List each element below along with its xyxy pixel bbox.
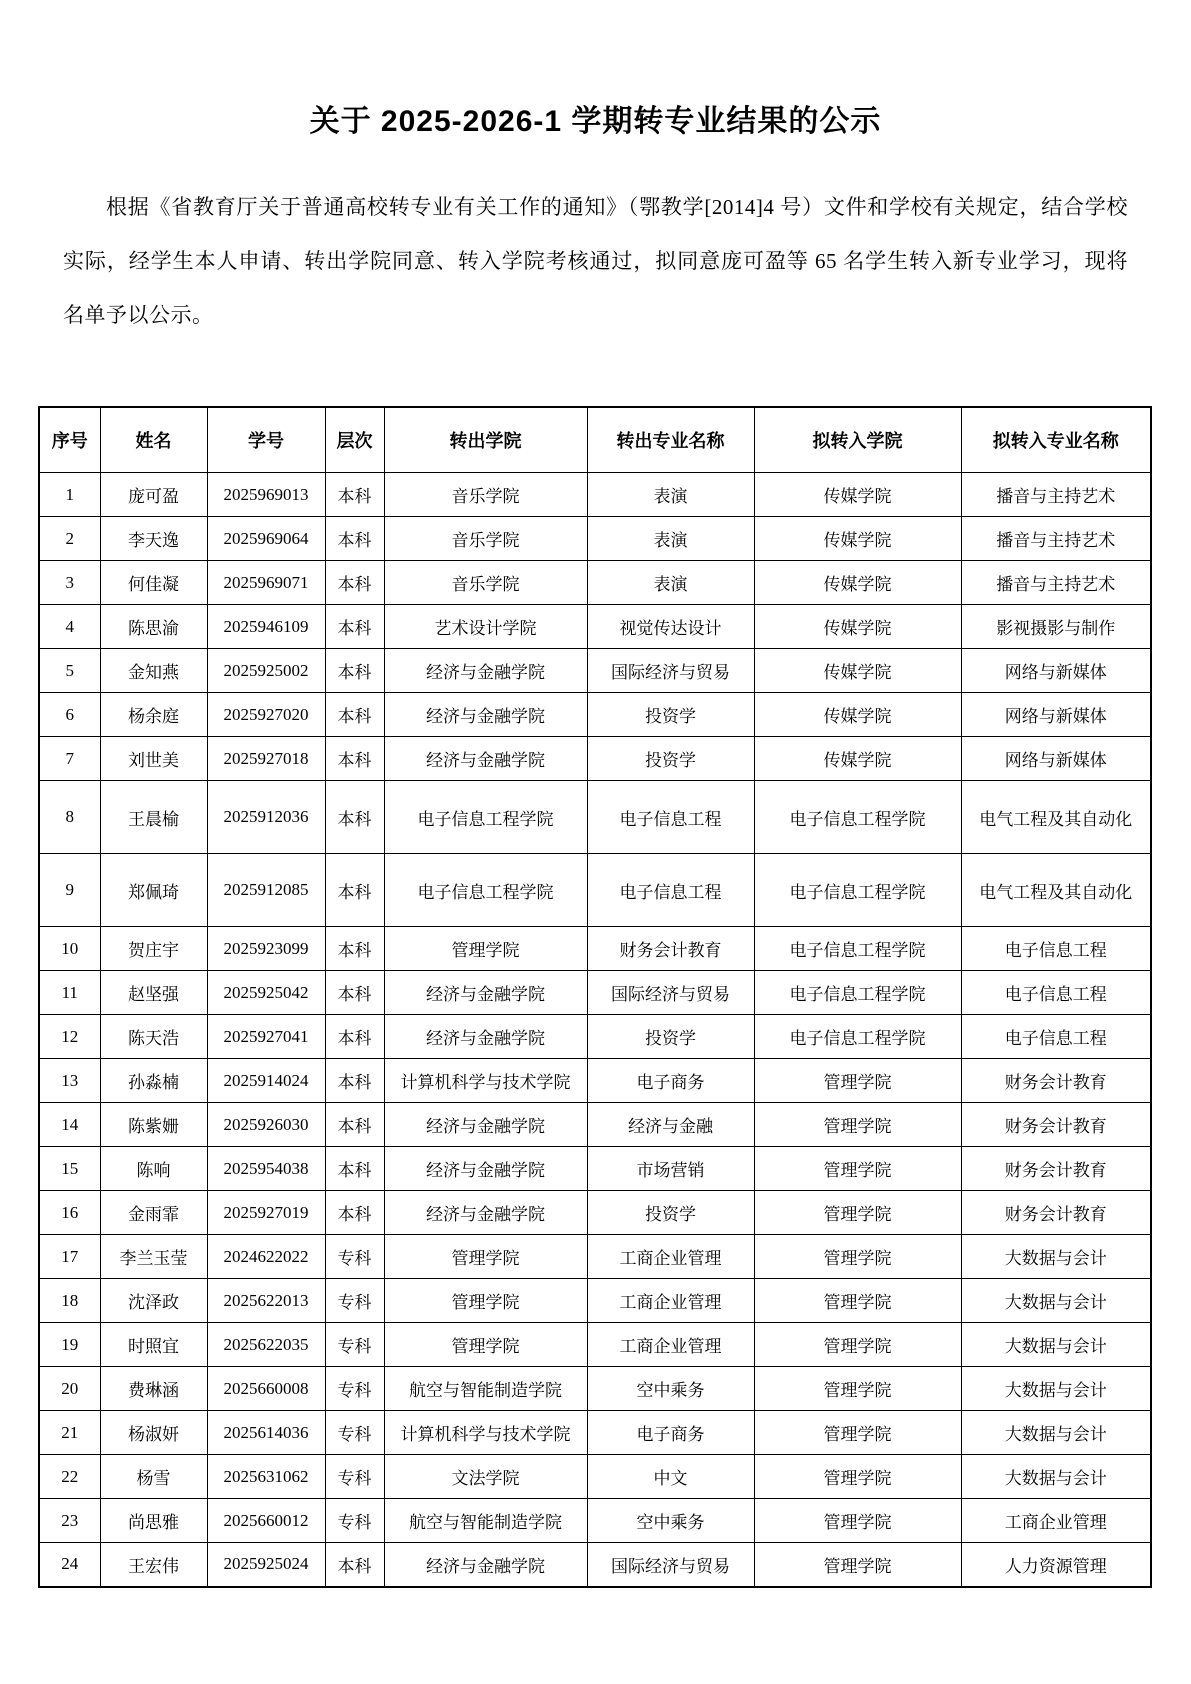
table-cell: 音乐学院 (384, 473, 587, 517)
table-cell: 国际经济与贸易 (587, 971, 754, 1015)
table-cell: 经济与金融学院 (384, 649, 587, 693)
table-cell: 2025660012 (207, 1499, 325, 1543)
table-cell: 陈天浩 (100, 1015, 207, 1059)
table-cell: 专科 (325, 1323, 384, 1367)
table-cell: 本科 (325, 473, 384, 517)
table-cell: 2025914024 (207, 1059, 325, 1103)
table-cell: 孙淼楠 (100, 1059, 207, 1103)
table-row (39, 1059, 1151, 1103)
table-cell: 经济与金融学院 (384, 693, 587, 737)
table-cell: 音乐学院 (384, 561, 587, 605)
table-cell: 经济与金融学院 (384, 1103, 587, 1147)
table-cell: 大数据与会计 (961, 1455, 1151, 1499)
table-cell: 2024622022 (207, 1235, 325, 1279)
table-cell: 2025969064 (207, 517, 325, 561)
table-row (39, 1103, 1151, 1147)
table-cell: 2025927018 (207, 737, 325, 781)
table-cell: 17 (39, 1235, 100, 1279)
table-row (39, 1279, 1151, 1323)
table-row (39, 971, 1151, 1015)
table-cell: 陈思渝 (100, 605, 207, 649)
table-cell: 管理学院 (754, 1279, 961, 1323)
table-cell: 本科 (325, 561, 384, 605)
table-cell: 21 (39, 1411, 100, 1455)
table-cell: 2 (39, 517, 100, 561)
table-cell: 尚思雅 (100, 1499, 207, 1543)
table-cell: 2025925024 (207, 1543, 325, 1587)
table-cell: 电子信息工程 (587, 781, 754, 854)
table-cell: 文法学院 (384, 1455, 587, 1499)
table-cell: 6 (39, 693, 100, 737)
table-cell: 电子信息工程学院 (384, 854, 587, 927)
table-cell: 表演 (587, 561, 754, 605)
table-cell: 电子信息工程学院 (754, 854, 961, 927)
column-header: 拟转入专业名称 (961, 407, 1151, 473)
table-cell: 2025912036 (207, 781, 325, 854)
table-cell: 时照宜 (100, 1323, 207, 1367)
table-row (39, 517, 1151, 561)
table-cell: 管理学院 (754, 1103, 961, 1147)
table-cell: 何佳凝 (100, 561, 207, 605)
table-cell: 经济与金融学院 (384, 1147, 587, 1191)
table-cell: 网络与新媒体 (961, 649, 1151, 693)
table-cell: 本科 (325, 1059, 384, 1103)
table-cell: 本科 (325, 854, 384, 927)
table-cell: 23 (39, 1499, 100, 1543)
table-cell: 9 (39, 854, 100, 927)
table-cell: 传媒学院 (754, 561, 961, 605)
table-cell: 专科 (325, 1455, 384, 1499)
table-cell: 市场营销 (587, 1147, 754, 1191)
table-cell: 管理学院 (384, 1235, 587, 1279)
table-cell: 20 (39, 1367, 100, 1411)
table-cell: 网络与新媒体 (961, 737, 1151, 781)
table-cell: 本科 (325, 737, 384, 781)
table-cell: 网络与新媒体 (961, 693, 1151, 737)
table-cell: 本科 (325, 649, 384, 693)
table-cell: 人力资源管理 (961, 1543, 1151, 1587)
table-cell: 财务会计教育 (961, 1147, 1151, 1191)
table-cell: 管理学院 (754, 1411, 961, 1455)
table-cell: 3 (39, 561, 100, 605)
table-cell: 本科 (325, 1103, 384, 1147)
table-cell: 传媒学院 (754, 737, 961, 781)
table-cell: 投资学 (587, 693, 754, 737)
table-cell: 空中乘务 (587, 1499, 754, 1543)
table-cell: 管理学院 (754, 1147, 961, 1191)
table-cell: 电子信息工程学院 (754, 927, 961, 971)
table-cell: 国际经济与贸易 (587, 1543, 754, 1587)
table-cell: 管理学院 (384, 927, 587, 971)
table-cell: 本科 (325, 1147, 384, 1191)
table-body (39, 473, 1151, 1587)
table-cell: 财务会计教育 (961, 1103, 1151, 1147)
table-cell: 本科 (325, 927, 384, 971)
table-cell: 电气工程及其自动化 (961, 781, 1151, 854)
table-cell: 计算机科学与技术学院 (384, 1411, 587, 1455)
table-cell: 王宏伟 (100, 1543, 207, 1587)
table-row (39, 854, 1151, 927)
table-cell: 19 (39, 1323, 100, 1367)
table-cell: 大数据与会计 (961, 1367, 1151, 1411)
table-cell: 空中乘务 (587, 1367, 754, 1411)
table-cell: 管理学院 (754, 1455, 961, 1499)
table-cell: 投资学 (587, 1015, 754, 1059)
table-cell: 专科 (325, 1279, 384, 1323)
table-cell: 4 (39, 605, 100, 649)
table-cell: 金雨霏 (100, 1191, 207, 1235)
table-cell: 航空与智能制造学院 (384, 1499, 587, 1543)
table-cell: 大数据与会计 (961, 1323, 1151, 1367)
table-cell: 工商企业管理 (587, 1235, 754, 1279)
table-cell: 沈泽政 (100, 1279, 207, 1323)
table-cell: 刘世美 (100, 737, 207, 781)
table-cell: 经济与金融学院 (384, 1191, 587, 1235)
table-cell: 2025622035 (207, 1323, 325, 1367)
table-cell: 经济与金融学院 (384, 1015, 587, 1059)
table-row (39, 1015, 1151, 1059)
table-cell: 2025622013 (207, 1279, 325, 1323)
table-cell: 22 (39, 1455, 100, 1499)
table-cell: 本科 (325, 1191, 384, 1235)
table-cell: 电子信息工程 (961, 927, 1151, 971)
table-row (39, 1147, 1151, 1191)
table-cell: 国际经济与贸易 (587, 649, 754, 693)
table-cell: 播音与主持艺术 (961, 561, 1151, 605)
table-cell: 贺庄宇 (100, 927, 207, 971)
table-row (39, 1235, 1151, 1279)
column-header: 转出学院 (384, 407, 587, 473)
table-cell: 专科 (325, 1235, 384, 1279)
table-cell: 王晨榆 (100, 781, 207, 854)
table-cell: 经济与金融学院 (384, 971, 587, 1015)
table-cell: 管理学院 (384, 1323, 587, 1367)
table-cell: 本科 (325, 781, 384, 854)
table-cell: 大数据与会计 (961, 1235, 1151, 1279)
table-cell: 管理学院 (754, 1367, 961, 1411)
table-cell: 24 (39, 1543, 100, 1587)
table-row (39, 1499, 1151, 1543)
table-cell: 2025969071 (207, 561, 325, 605)
table-cell: 陈紫姗 (100, 1103, 207, 1147)
table-cell: 电子信息工程学院 (754, 781, 961, 854)
table-cell: 电子商务 (587, 1411, 754, 1455)
table-cell: 15 (39, 1147, 100, 1191)
table-cell: 专科 (325, 1411, 384, 1455)
table-cell: 2025925002 (207, 649, 325, 693)
table-cell: 管理学院 (754, 1191, 961, 1235)
table-cell: 艺术设计学院 (384, 605, 587, 649)
table-cell: 电子信息工程学院 (754, 1015, 961, 1059)
table-cell: 7 (39, 737, 100, 781)
table-cell: 电气工程及其自动化 (961, 854, 1151, 927)
table-cell: 传媒学院 (754, 693, 961, 737)
table-cell: 杨雪 (100, 1455, 207, 1499)
table-cell: 传媒学院 (754, 517, 961, 561)
table-cell: 电子商务 (587, 1059, 754, 1103)
table-row (39, 781, 1151, 854)
table-cell: 管理学院 (754, 1543, 961, 1587)
table-cell: 陈响 (100, 1147, 207, 1191)
table-cell: 财务会计教育 (587, 927, 754, 971)
table-cell: 工商企业管理 (587, 1279, 754, 1323)
table-cell: 2025946109 (207, 605, 325, 649)
table-cell: 本科 (325, 605, 384, 649)
table-row (39, 1323, 1151, 1367)
table-cell: 2025925042 (207, 971, 325, 1015)
table-cell: 航空与智能制造学院 (384, 1367, 587, 1411)
column-header: 学号 (207, 407, 325, 473)
table-cell: 2025912085 (207, 854, 325, 927)
table-cell: 传媒学院 (754, 473, 961, 517)
table-cell: 播音与主持艺术 (961, 517, 1151, 561)
table-cell: 赵坚强 (100, 971, 207, 1015)
table-cell: 大数据与会计 (961, 1411, 1151, 1455)
table-cell: 杨余庭 (100, 693, 207, 737)
table-row (39, 693, 1151, 737)
table-cell: 郑佩琦 (100, 854, 207, 927)
column-header: 转出专业名称 (587, 407, 754, 473)
table-cell: 财务会计教育 (961, 1059, 1151, 1103)
table-cell: 管理学院 (754, 1235, 961, 1279)
table-cell: 2025927020 (207, 693, 325, 737)
table-cell: 中文 (587, 1455, 754, 1499)
table-cell: 表演 (587, 517, 754, 561)
table-cell: 2025660008 (207, 1367, 325, 1411)
table-cell: 表演 (587, 473, 754, 517)
table-cell: 本科 (325, 1015, 384, 1059)
table-row (39, 737, 1151, 781)
table-cell: 投资学 (587, 737, 754, 781)
table-cell: 12 (39, 1015, 100, 1059)
table-cell: 2025614036 (207, 1411, 325, 1455)
table-row (39, 649, 1151, 693)
table-cell: 经济与金融 (587, 1103, 754, 1147)
table-cell: 8 (39, 781, 100, 854)
table-row (39, 1411, 1151, 1455)
page-title: 关于 2025-2026-1 学期转专业结果的公示 (309, 105, 882, 138)
table-cell: 李兰玉莹 (100, 1235, 207, 1279)
table-cell: 13 (39, 1059, 100, 1103)
table-cell: 播音与主持艺术 (961, 473, 1151, 517)
table-cell: 2025954038 (207, 1147, 325, 1191)
table-row (39, 1367, 1151, 1411)
table-cell: 1 (39, 473, 100, 517)
table-row (39, 1191, 1151, 1235)
table-cell: 财务会计教育 (961, 1191, 1151, 1235)
table-row (39, 1455, 1151, 1499)
table-cell: 管理学院 (754, 1499, 961, 1543)
table-cell: 14 (39, 1103, 100, 1147)
table-cell: 2025631062 (207, 1455, 325, 1499)
table-cell: 经济与金融学院 (384, 737, 587, 781)
table-cell: 2025923099 (207, 927, 325, 971)
table-cell: 5 (39, 649, 100, 693)
table-cell: 传媒学院 (754, 649, 961, 693)
table-cell: 计算机科学与技术学院 (384, 1059, 587, 1103)
table-cell: 工商企业管理 (587, 1323, 754, 1367)
transfer-results-table (38, 406, 1152, 1588)
table-cell: 本科 (325, 517, 384, 561)
table-cell: 影视摄影与制作 (961, 605, 1151, 649)
table-header-row (39, 407, 1151, 473)
table-cell: 工商企业管理 (961, 1499, 1151, 1543)
table-cell: 庞可盈 (100, 473, 207, 517)
column-header: 层次 (325, 407, 384, 473)
table-cell: 管理学院 (384, 1279, 587, 1323)
column-header: 姓名 (100, 407, 207, 473)
intro-paragraph: 根据《省教育厅关于普通高校转专业有关工作的通知》（鄂教学[2014]4 号）文件和学校有关规定，结合学校实际，经学生本人申请、转出学院同意、转入学院考核通过，拟同意庞可盈等 65 名学生转入新专业学习，现将名单予以公示。 (63, 195, 1128, 327)
table-cell: 18 (39, 1279, 100, 1323)
table-cell: 本科 (325, 1543, 384, 1587)
table-cell: 11 (39, 971, 100, 1015)
table-cell: 本科 (325, 693, 384, 737)
table-cell: 电子信息工程 (587, 854, 754, 927)
table-cell: 大数据与会计 (961, 1279, 1151, 1323)
table-cell: 电子信息工程学院 (754, 971, 961, 1015)
table-cell: 视觉传达设计 (587, 605, 754, 649)
column-header: 拟转入学院 (754, 407, 961, 473)
table-cell: 电子信息工程 (961, 971, 1151, 1015)
table-cell: 2025927041 (207, 1015, 325, 1059)
table-cell: 投资学 (587, 1191, 754, 1235)
table-cell: 管理学院 (754, 1059, 961, 1103)
table-cell: 电子信息工程 (961, 1015, 1151, 1059)
table-row (39, 1543, 1151, 1587)
column-header: 序号 (39, 407, 100, 473)
table-cell: 李天逸 (100, 517, 207, 561)
table-cell: 专科 (325, 1499, 384, 1543)
table-cell: 传媒学院 (754, 605, 961, 649)
table-row (39, 561, 1151, 605)
table-cell: 电子信息工程学院 (384, 781, 587, 854)
table-cell: 管理学院 (754, 1323, 961, 1367)
table-cell: 2025927019 (207, 1191, 325, 1235)
table-row (39, 927, 1151, 971)
table-row (39, 605, 1151, 649)
table-cell: 音乐学院 (384, 517, 587, 561)
table-cell: 杨淑妍 (100, 1411, 207, 1455)
table-cell: 16 (39, 1191, 100, 1235)
table-cell: 金知燕 (100, 649, 207, 693)
table-cell: 费琳涵 (100, 1367, 207, 1411)
table-cell: 2025926030 (207, 1103, 325, 1147)
table-row (39, 473, 1151, 517)
table-cell: 经济与金融学院 (384, 1543, 587, 1587)
table-cell: 本科 (325, 971, 384, 1015)
table-cell: 10 (39, 927, 100, 971)
table-cell: 2025969013 (207, 473, 325, 517)
table-cell: 专科 (325, 1367, 384, 1411)
